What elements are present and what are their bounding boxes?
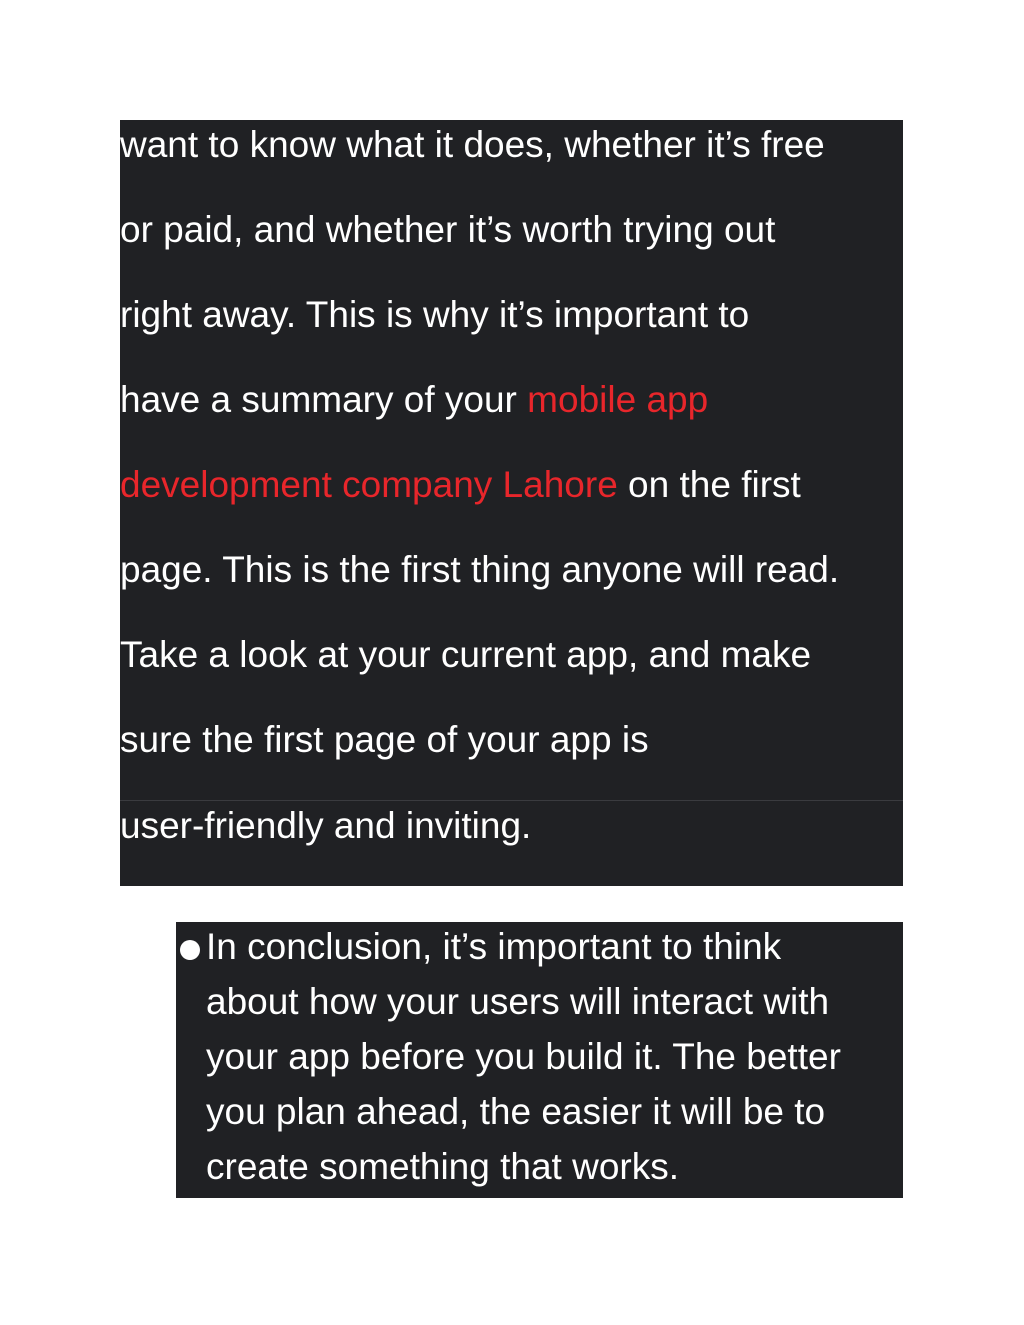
line-text: user-friendly and inviting. bbox=[120, 805, 532, 846]
line-text: want to know what it does, whether it’s free bbox=[120, 124, 825, 165]
bullet-line: about how your users will interact with bbox=[206, 981, 830, 1022]
line-text: have a summary of your bbox=[120, 379, 528, 420]
mobile-app-link[interactable]: mobile app bbox=[527, 379, 709, 420]
paragraph-line bbox=[120, 120, 903, 205]
paragraph-line bbox=[120, 460, 903, 545]
line-text: or paid, and whether it’s worth trying out bbox=[120, 209, 776, 250]
development-company-link[interactable]: development company Lahore bbox=[120, 464, 618, 505]
paragraph-line bbox=[120, 630, 903, 715]
paragraph-line bbox=[120, 715, 903, 800]
bullet-line: create something that works. bbox=[206, 1146, 679, 1187]
paragraph-block bbox=[120, 120, 903, 886]
bullet-icon bbox=[180, 940, 200, 960]
line-text: right away. This is why it’s important to bbox=[120, 294, 750, 335]
line-text: on the first bbox=[628, 464, 801, 505]
line-text: sure the first page of your app is bbox=[120, 719, 649, 760]
paragraph-line bbox=[120, 545, 903, 630]
bullet-list bbox=[176, 922, 903, 1198]
bullet-line: you plan ahead, the easier it will be to bbox=[206, 1091, 826, 1132]
paragraph-line bbox=[120, 800, 903, 886]
bullet-line: In conclusion, it’s important to think bbox=[206, 926, 782, 967]
line-text: Take a look at your current app, and make bbox=[120, 634, 812, 675]
line-text: page. This is the first thing anyone will read. bbox=[120, 549, 840, 590]
paragraph-line bbox=[120, 375, 903, 460]
bullet-line: your app before you build it. The better bbox=[206, 1036, 841, 1077]
paragraph-line bbox=[120, 205, 903, 290]
paragraph-line bbox=[120, 290, 903, 375]
